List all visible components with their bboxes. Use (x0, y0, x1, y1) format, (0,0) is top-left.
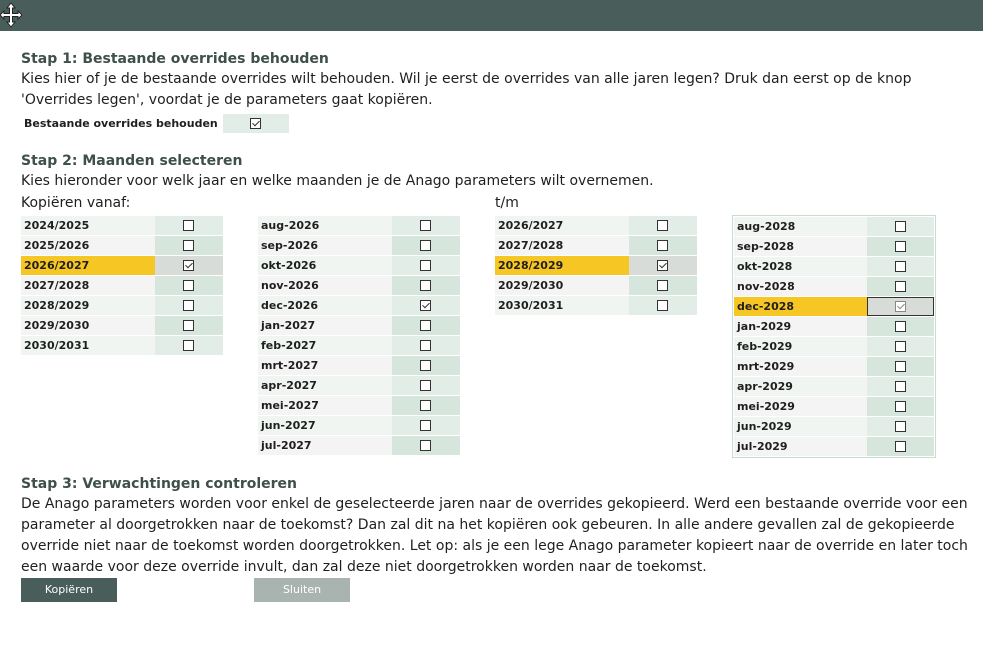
list-item-checkbox[interactable] (420, 400, 431, 411)
step1-section (21, 49, 971, 111)
list-item-checkbox-cell[interactable] (392, 436, 460, 455)
to-years-list (495, 216, 697, 316)
list-item[interactable] (734, 417, 934, 437)
step3-title: Stap 3: Verwachtingen controleren (21, 476, 298, 492)
list-item-checkbox-cell[interactable] (867, 357, 934, 376)
list-item[interactable] (258, 436, 460, 456)
list-item[interactable] (21, 276, 223, 296)
list-item-label: dec-2026 (258, 296, 392, 315)
keep-overrides-cell[interactable] (223, 114, 289, 133)
list-item[interactable] (734, 237, 934, 257)
list-item[interactable] (258, 376, 460, 396)
window-titlebar (0, 0, 983, 31)
list-item-checkbox[interactable] (895, 241, 906, 252)
list-item-checkbox[interactable] (183, 340, 194, 351)
list-item-checkbox-cell[interactable] (867, 437, 934, 456)
list-item-label: jun-2027 (258, 416, 392, 435)
list-item[interactable] (258, 336, 460, 356)
list-item-checkbox[interactable] (895, 321, 906, 332)
copy-button[interactable]: Kopiëren (21, 578, 117, 602)
list-item-checkbox-cell[interactable] (867, 377, 934, 396)
list-item-label: 2029/2030 (21, 316, 155, 335)
list-item-label: 2028/2029 (21, 296, 155, 315)
list-item[interactable] (258, 316, 460, 336)
list-item[interactable] (495, 276, 697, 296)
list-item-checkbox-cell[interactable] (392, 396, 460, 415)
step1-text-line1: Kies hier of je de bestaande overrides wilt behouden. Wil je eerst de overrides van alle jaren legen? Druk dan eerst op de knop (21, 71, 912, 87)
from-months-list (258, 216, 460, 456)
step3-text-line2: parameter al doorgetrokken naar de toekomst? Dan zal dit na het kopiëren ook gebeuren. In alle andere gevallen zal de gekopieerde (21, 517, 955, 533)
list-item[interactable] (734, 377, 934, 397)
step3-section (21, 474, 976, 578)
list-item[interactable] (21, 216, 223, 236)
list-item-label: nov-2026 (258, 276, 392, 295)
list-item-label: aug-2028 (734, 217, 867, 236)
keep-overrides-checkbox[interactable] (250, 118, 261, 129)
list-item-checkbox-cell[interactable] (629, 236, 697, 255)
list-item-label: mei-2027 (258, 396, 392, 415)
list-item-checkbox-cell[interactable] (867, 277, 934, 296)
list-item[interactable] (21, 316, 223, 336)
list-item-checkbox[interactable] (183, 300, 194, 311)
copy-to-label: t/m (495, 195, 519, 211)
step2-section (21, 151, 971, 192)
list-item[interactable] (734, 277, 934, 297)
list-item-checkbox[interactable] (183, 260, 194, 271)
list-item-checkbox-cell[interactable] (155, 236, 223, 255)
list-item-checkbox[interactable] (183, 240, 194, 251)
list-item-checkbox-cell[interactable] (392, 296, 460, 315)
list-item-checkbox-cell[interactable] (392, 376, 460, 395)
list-item-checkbox[interactable] (895, 361, 906, 372)
list-item[interactable] (495, 256, 697, 276)
list-item-label: 2029/2030 (495, 276, 629, 295)
close-button[interactable]: Sluiten (254, 578, 350, 602)
to-months-list (732, 215, 936, 458)
list-item-checkbox-cell[interactable] (392, 276, 460, 295)
list-item-checkbox[interactable] (420, 420, 431, 431)
list-item[interactable] (21, 336, 223, 356)
list-item-checkbox-cell[interactable] (155, 256, 223, 275)
list-item-label: okt-2028 (734, 257, 867, 276)
list-item-label: aug-2026 (258, 216, 392, 235)
from-years-list (21, 216, 223, 356)
list-item-label: 2030/2031 (21, 336, 155, 355)
list-item-label: jul-2029 (734, 437, 867, 456)
list-item[interactable] (734, 317, 934, 337)
list-item-label: 2025/2026 (21, 236, 155, 255)
list-item-checkbox-cell[interactable] (155, 316, 223, 335)
list-item-checkbox[interactable] (420, 300, 431, 311)
list-item-checkbox[interactable] (657, 240, 668, 251)
list-item-checkbox[interactable] (657, 220, 668, 231)
list-item[interactable] (495, 296, 697, 316)
copy-from-label: Kopiëren vanaf: (21, 195, 131, 211)
list-item-checkbox[interactable] (895, 441, 906, 452)
list-item-checkbox[interactable] (895, 401, 906, 412)
list-item-label: apr-2029 (734, 377, 867, 396)
list-item-checkbox[interactable] (420, 260, 431, 271)
list-item-checkbox-cell[interactable] (867, 397, 934, 416)
list-item-checkbox[interactable] (420, 320, 431, 331)
list-item-checkbox-cell[interactable] (155, 296, 223, 315)
list-item[interactable] (258, 236, 460, 256)
list-item-label: 2026/2027 (21, 256, 155, 275)
list-item-checkbox[interactable] (657, 300, 668, 311)
step3-text-line1: De Anago parameters worden voor enkel de geselecteerde jaren naar de overrides gekopieerd. Werd een bestaande override voor een (21, 496, 968, 512)
list-item[interactable] (258, 356, 460, 376)
list-item-label: mrt-2029 (734, 357, 867, 376)
list-item-label: sep-2026 (258, 236, 392, 255)
list-item-checkbox-cell[interactable] (629, 276, 697, 295)
list-item-label: okt-2026 (258, 256, 392, 275)
keep-overrides-label: Bestaande overrides behouden (21, 114, 224, 133)
list-item-checkbox-cell[interactable] (629, 256, 697, 275)
list-item-checkbox[interactable] (420, 340, 431, 351)
list-item-checkbox[interactable] (895, 341, 906, 352)
list-item[interactable] (734, 437, 934, 457)
list-item-label: dec-2028 (734, 297, 867, 316)
list-item[interactable] (258, 396, 460, 416)
list-item-checkbox-cell[interactable] (392, 256, 460, 275)
list-item-checkbox[interactable] (420, 380, 431, 391)
list-item-checkbox-cell[interactable] (629, 296, 697, 315)
list-item[interactable] (21, 236, 223, 256)
list-item-checkbox-cell[interactable] (392, 356, 460, 375)
list-item[interactable] (21, 296, 223, 316)
list-item-checkbox[interactable] (420, 280, 431, 291)
step1-text-line2: 'Overrides legen', voordat je de parameters gaat kopiëren. (21, 92, 433, 108)
list-item-checkbox[interactable] (183, 280, 194, 291)
move-icon[interactable] (0, 2, 22, 28)
list-item[interactable] (495, 216, 697, 236)
list-item-label: jun-2029 (734, 417, 867, 436)
step3-text-line4: een waarde voor deze override invult, dan zal deze niet doorgetrokken worden naar de toekomst. (21, 559, 707, 575)
list-item-label: 2027/2028 (21, 276, 155, 295)
list-item-checkbox-cell[interactable] (392, 336, 460, 355)
list-item-checkbox-cell[interactable] (392, 216, 460, 235)
list-item[interactable] (734, 337, 934, 357)
list-item-checkbox[interactable] (420, 440, 431, 451)
list-item[interactable] (258, 256, 460, 276)
list-item-checkbox-cell[interactable] (155, 216, 223, 235)
list-item-checkbox-cell[interactable] (867, 237, 934, 256)
list-item-label: feb-2027 (258, 336, 392, 355)
list-item-checkbox-cell[interactable] (867, 257, 934, 276)
list-item[interactable] (258, 296, 460, 316)
list-item[interactable] (21, 256, 223, 276)
list-item-label: 2028/2029 (495, 256, 629, 275)
list-item-label: 2027/2028 (495, 236, 629, 255)
list-item-checkbox[interactable] (895, 281, 906, 292)
list-item-checkbox-cell[interactable] (867, 337, 934, 356)
step2-text: Kies hieronder voor welk jaar en welke maanden je de Anago parameters wilt overnemen. (21, 173, 654, 189)
list-item-checkbox[interactable] (657, 260, 668, 271)
list-item-label: jan-2029 (734, 317, 867, 336)
list-item-checkbox-cell[interactable] (392, 316, 460, 335)
list-item[interactable] (258, 216, 460, 236)
list-item-checkbox-cell[interactable] (867, 417, 934, 436)
list-item-checkbox-cell[interactable] (392, 416, 460, 435)
step3-text-line3: override niet naar de toekomst worden doorgetrokken. Let op: als je een lege Anago parameter kopieert naar de override en later toch (21, 538, 968, 554)
list-item[interactable] (734, 297, 934, 317)
list-item-label: sep-2028 (734, 237, 867, 256)
list-item-checkbox-cell[interactable] (155, 276, 223, 295)
list-item-checkbox[interactable] (420, 240, 431, 251)
list-item-label: feb-2029 (734, 337, 867, 356)
list-item[interactable] (495, 236, 697, 256)
step1-title: Stap 1: Bestaande overrides behouden (21, 51, 329, 67)
list-item-checkbox-cell[interactable] (867, 317, 934, 336)
list-item-label: nov-2028 (734, 277, 867, 296)
list-item-checkbox[interactable] (895, 381, 906, 392)
list-item-checkbox[interactable] (183, 220, 194, 231)
list-item-checkbox[interactable] (895, 261, 906, 272)
list-item[interactable] (258, 416, 460, 436)
list-item[interactable] (734, 257, 934, 277)
list-item-label: mrt-2027 (258, 356, 392, 375)
list-item-label: jul-2027 (258, 436, 392, 455)
list-item-label: apr-2027 (258, 376, 392, 395)
list-item-checkbox-cell[interactable] (392, 236, 460, 255)
list-item-checkbox-cell[interactable] (867, 297, 934, 316)
list-item-label: jan-2027 (258, 316, 392, 335)
list-item[interactable] (258, 276, 460, 296)
list-item-checkbox[interactable] (657, 280, 668, 291)
list-item-checkbox[interactable] (895, 221, 906, 232)
list-item-checkbox-cell[interactable] (629, 216, 697, 235)
list-item[interactable] (734, 217, 934, 237)
list-item-checkbox[interactable] (183, 320, 194, 331)
list-item[interactable] (734, 357, 934, 377)
list-item-label: mei-2029 (734, 397, 867, 416)
list-item-checkbox-cell[interactable] (155, 336, 223, 355)
list-item-checkbox[interactable] (420, 360, 431, 371)
list-item-checkbox[interactable] (420, 220, 431, 231)
step2-title: Stap 2: Maanden selecteren (21, 153, 243, 169)
list-item-label: 2024/2025 (21, 216, 155, 235)
list-item-checkbox-cell[interactable] (867, 217, 934, 236)
list-item-checkbox[interactable] (895, 421, 906, 432)
list-item[interactable] (734, 397, 934, 417)
list-item-checkbox[interactable] (895, 301, 906, 312)
list-item-label: 2030/2031 (495, 296, 629, 315)
list-item-label: 2026/2027 (495, 216, 629, 235)
